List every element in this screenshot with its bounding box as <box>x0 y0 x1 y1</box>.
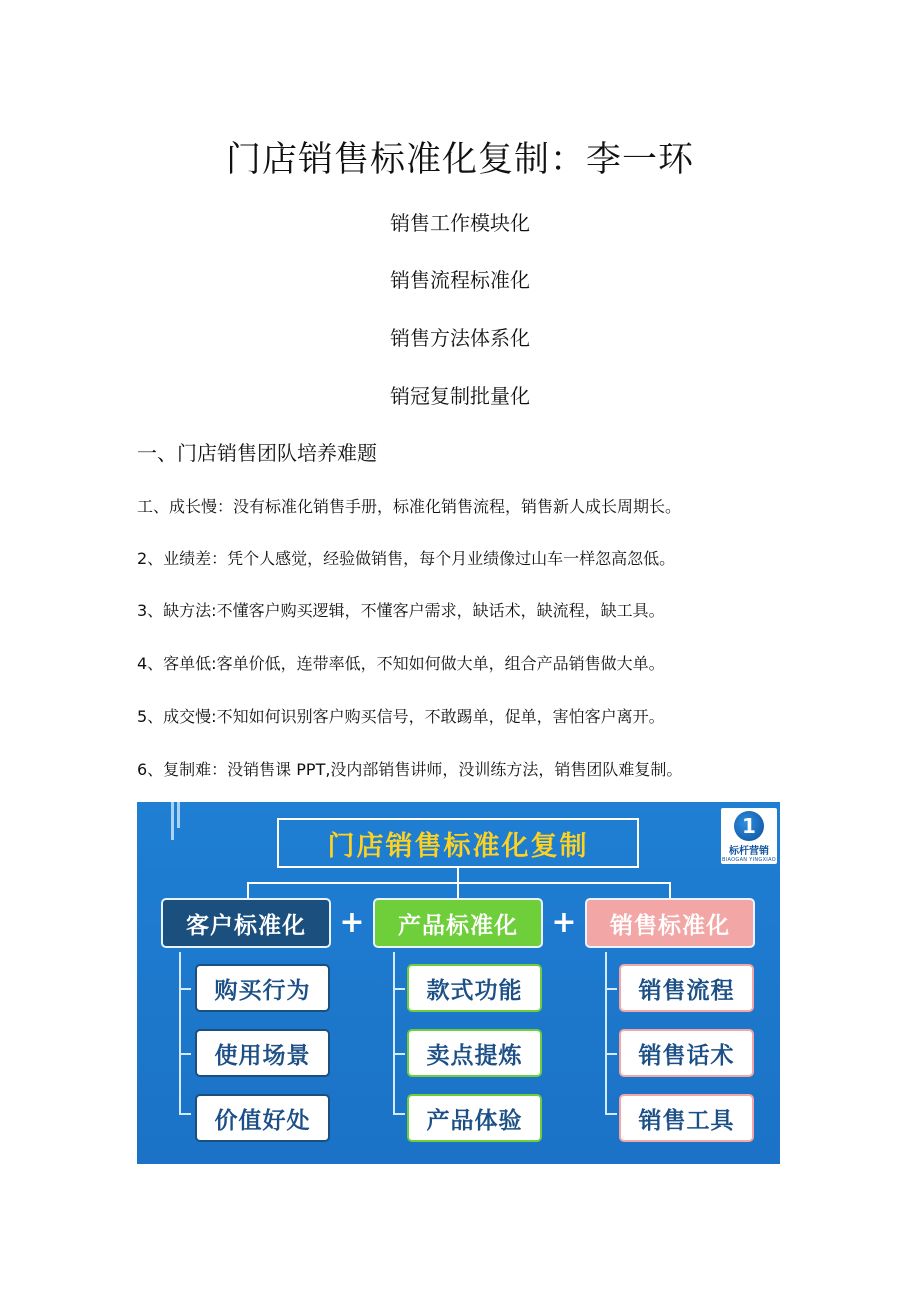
plus-icon: + <box>551 905 577 940</box>
page-title: 门店销售标准化复制：李一环 <box>225 140 694 180</box>
bracket-tick <box>393 988 405 990</box>
bracket-line <box>393 952 395 1115</box>
subtitle-4: 销冠复制批量化 <box>390 384 530 408</box>
category-customer <box>161 898 331 948</box>
bracket-tick <box>179 988 191 990</box>
diagram-banner: 门店销售标准化复制 <box>277 818 639 868</box>
brand-logo <box>721 808 777 864</box>
category-label: 销售标准化 <box>610 912 730 939</box>
bracket-tick <box>179 1113 191 1115</box>
sub-item: 销售工具 <box>619 1094 754 1142</box>
standardization-diagram <box>137 802 780 1164</box>
subtitle-3: 销售方法体系化 <box>390 326 530 350</box>
category-label: 产品标准化 <box>398 912 518 939</box>
decor-stripe <box>171 802 174 840</box>
plus-icon: + <box>339 905 365 940</box>
bracket-line <box>179 952 181 1115</box>
subtitle-2: 销售流程标准化 <box>390 268 530 292</box>
bracket-tick <box>605 988 617 990</box>
bracket-tick <box>393 1113 405 1115</box>
decor-stripe <box>177 802 180 828</box>
list-item: 4、客单低:客单价低，连带率低，不知如何做大单，组合产品销售做大单。 <box>137 654 665 673</box>
logo-subtext: BIAOGAN YINGXIAO <box>722 857 776 863</box>
sub-item: 销售话术 <box>619 1029 754 1077</box>
sub-item: 价值好处 <box>195 1094 330 1142</box>
section-heading: 一、门店销售团队培养难题 <box>137 441 377 465</box>
list-item: 5、成交慢:不知如何识别客户购买信号，不敢踢单，促单，害怕客户离开。 <box>137 707 665 726</box>
logo-mark-icon: 1 <box>734 811 764 841</box>
sub-item: 销售流程 <box>619 964 754 1012</box>
connector-line <box>457 868 459 882</box>
bracket-tick <box>605 1113 617 1115</box>
category-label: 客户标准化 <box>186 912 306 939</box>
sub-item: 使用场景 <box>195 1029 330 1077</box>
list-item: 工、成长慢：没有标准化销售手册，标准化销售流程，销售新人成长周期长。 <box>137 497 682 516</box>
category-product <box>373 898 543 948</box>
connector-line <box>457 882 459 898</box>
bracket-tick <box>605 1053 617 1055</box>
bracket-line <box>605 952 607 1115</box>
list-item: 6、复制难：没销售课 PPT,没内部销售讲师，没训练方法，销售团队难复制。 <box>137 760 683 779</box>
logo-text: 标杆营销 <box>729 846 769 857</box>
sub-item: 卖点提炼 <box>407 1029 542 1077</box>
subtitle-1: 销售工作模块化 <box>390 211 530 235</box>
sub-item: 购买行为 <box>195 964 330 1012</box>
list-item: 2、业绩差：凭个人感觉，经验做销售，每个月业绩像过山车一样忽高忽低。 <box>137 549 676 568</box>
list-item: 3、缺方法:不懂客户购买逻辑，不懂客户需求，缺话术，缺流程，缺工具。 <box>137 601 665 620</box>
connector-line <box>669 882 671 898</box>
connector-line <box>247 882 249 898</box>
bracket-tick <box>393 1053 405 1055</box>
connector-line <box>247 882 671 884</box>
category-sales <box>585 898 755 948</box>
sub-item: 款式功能 <box>407 964 542 1012</box>
bracket-tick <box>179 1053 191 1055</box>
sub-item: 产品体验 <box>407 1094 542 1142</box>
